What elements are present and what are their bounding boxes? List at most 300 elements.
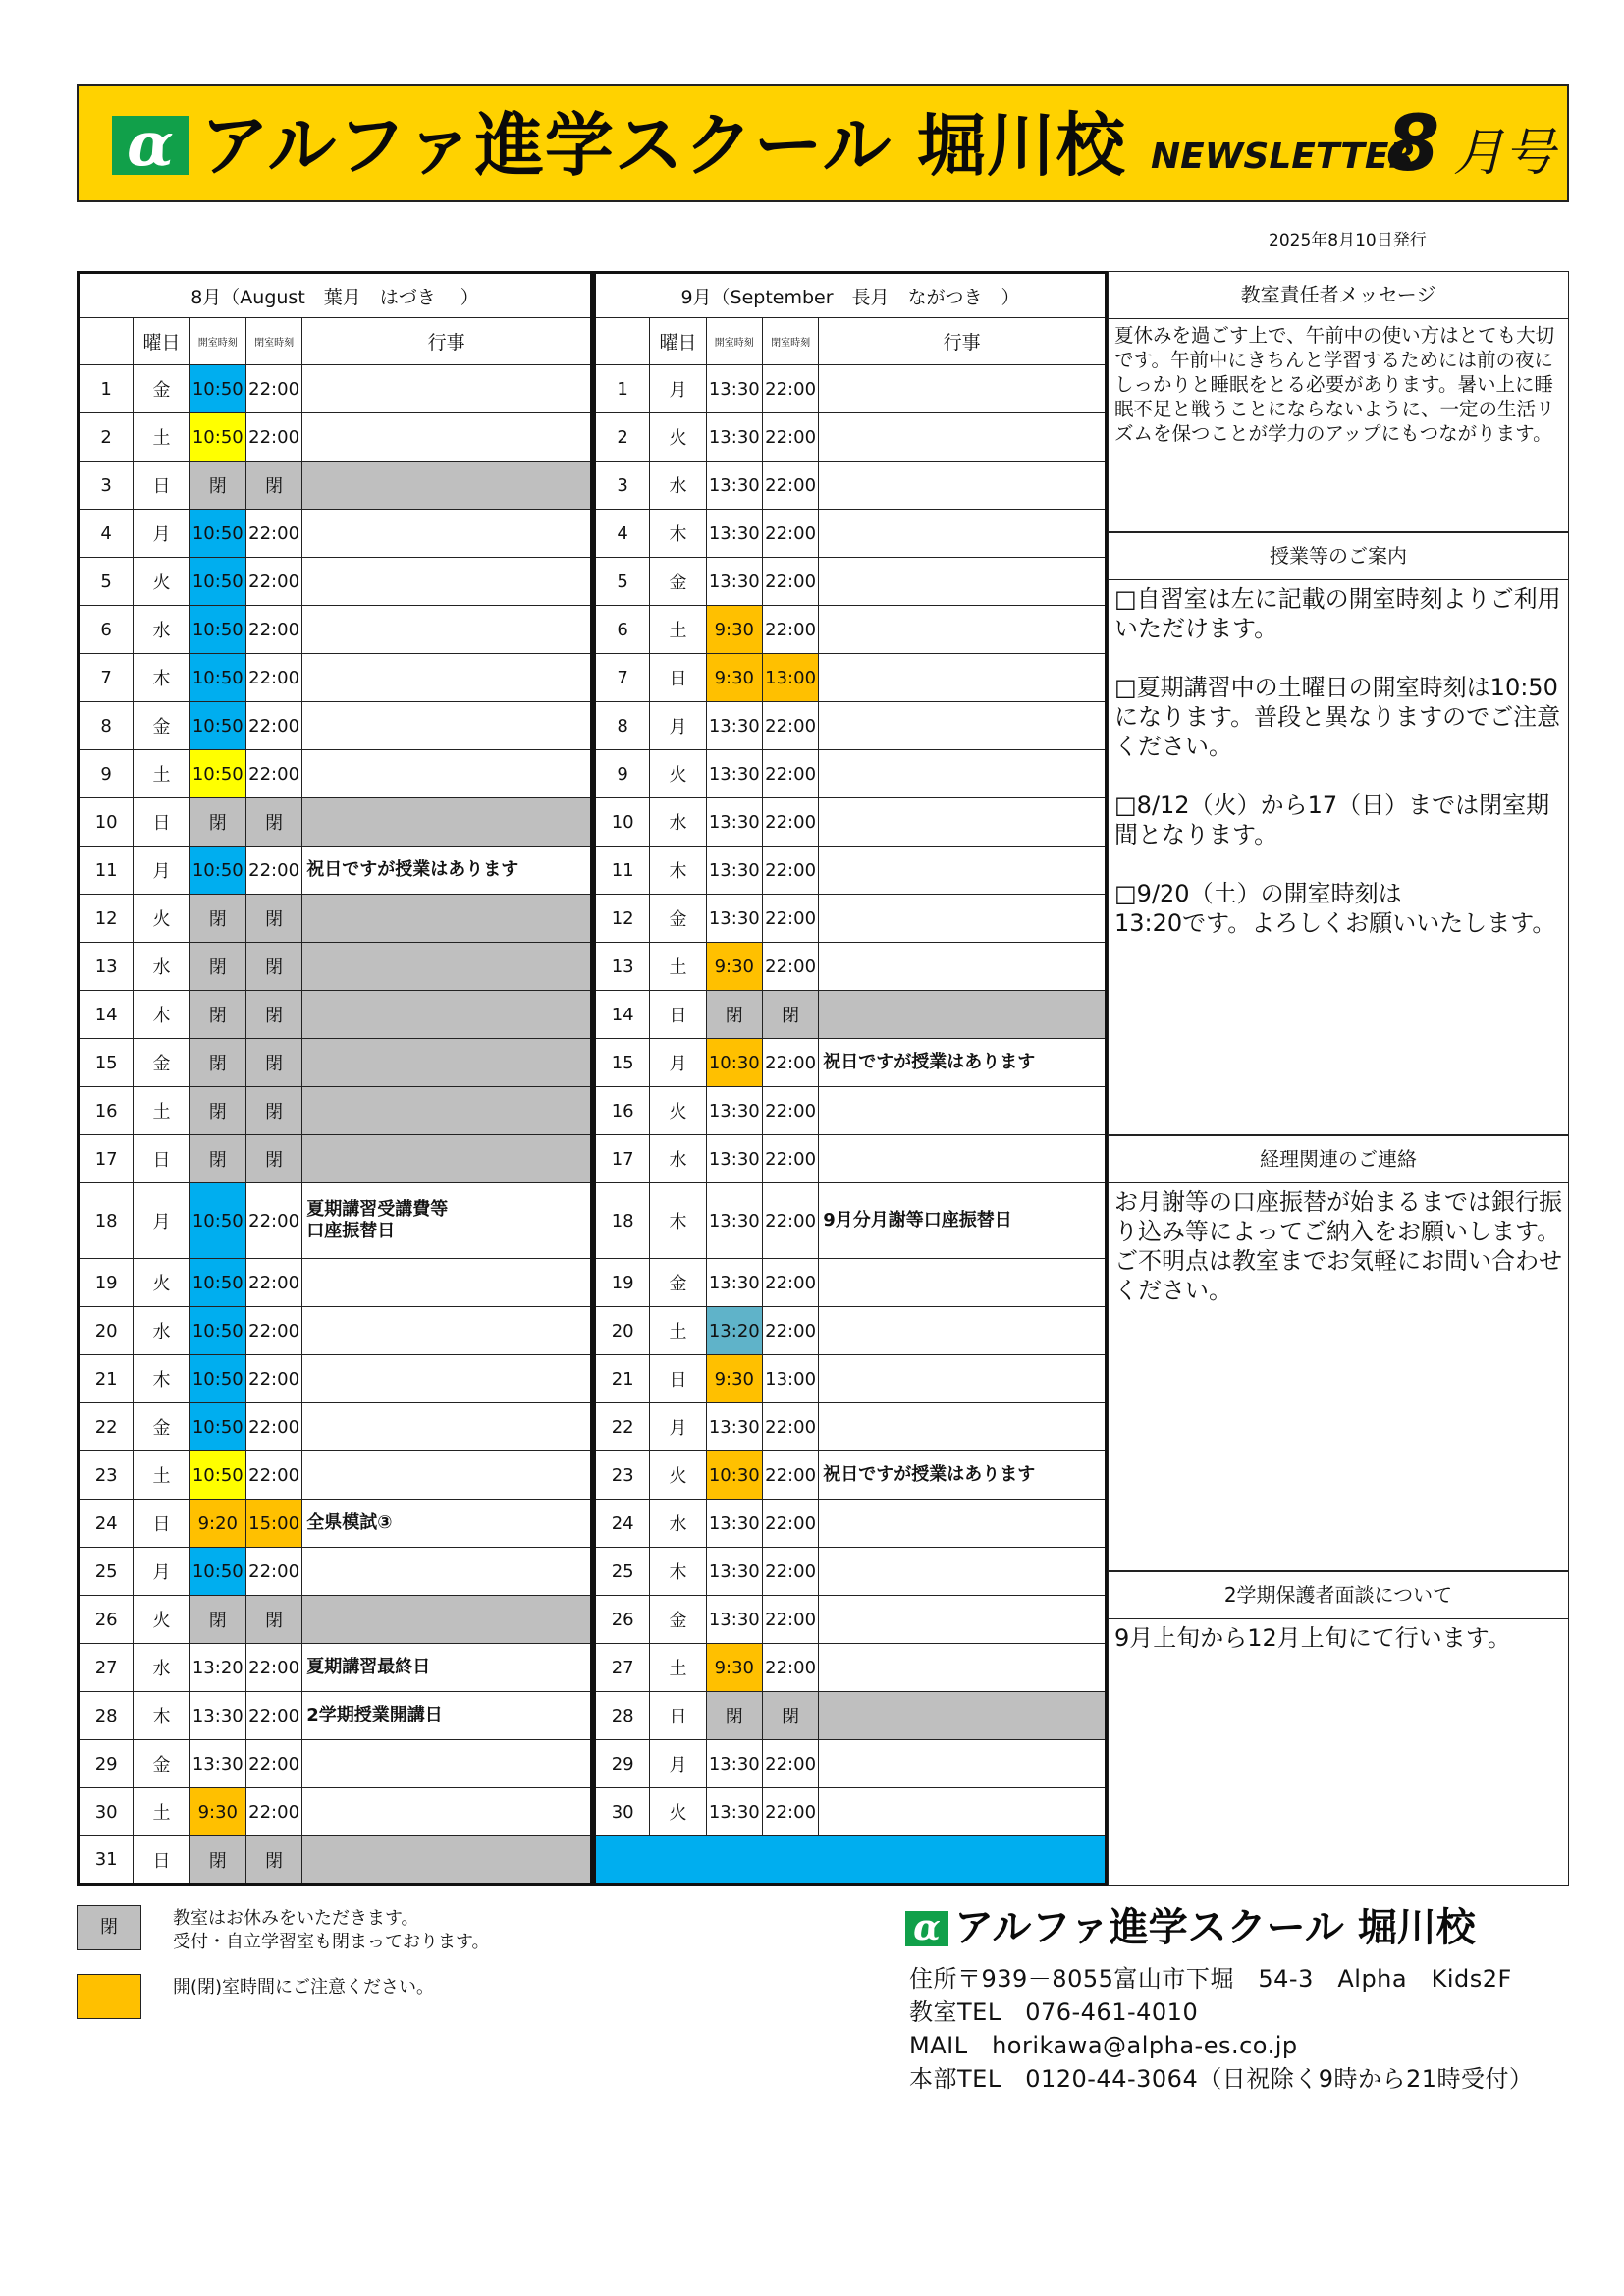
weekday-cell: 土 (650, 1307, 706, 1355)
date-cell: 30 (79, 1788, 134, 1836)
date-cell: 23 (595, 1451, 650, 1500)
close-time-cell: 22:00 (245, 1788, 301, 1836)
date-cell: 12 (79, 895, 134, 943)
event-cell (302, 413, 592, 462)
date-cell: 30 (595, 1788, 650, 1836)
event-cell (819, 1087, 1107, 1135)
event-cell (302, 1307, 592, 1355)
date-cell: 8 (595, 702, 650, 750)
event-cell (819, 895, 1107, 943)
weekday-cell: 土 (134, 1087, 189, 1135)
weekday-cell: 金 (134, 365, 189, 413)
open-time-cell: 10:30 (706, 1451, 762, 1500)
date-cell: 17 (79, 1135, 134, 1183)
close-time-cell: 22:00 (762, 1596, 818, 1644)
weekday-cell: 土 (134, 1451, 189, 1500)
open-time-cell: 10:50 (189, 606, 245, 654)
weekday-cell: 金 (134, 1740, 189, 1788)
weekday-cell: 水 (650, 1135, 706, 1183)
weekday-cell: 金 (650, 1596, 706, 1644)
event-cell (302, 510, 592, 558)
date-cell: 28 (79, 1692, 134, 1740)
close-time-cell: 22:00 (245, 413, 301, 462)
event-cell (819, 1355, 1107, 1403)
weekday-cell: 火 (134, 895, 189, 943)
event-cell (819, 1403, 1107, 1451)
event-cell (819, 462, 1107, 510)
event-cell (819, 1788, 1107, 1836)
calendar-row (595, 1740, 1107, 1788)
open-time-cell: 10:50 (189, 1259, 245, 1307)
september-calendar (593, 271, 1108, 1886)
weekday-cell: 月 (134, 847, 189, 895)
open-time-cell: 13:20 (189, 1644, 245, 1692)
close-time-cell: 22:00 (762, 1500, 818, 1548)
september-title: 9月（September 長月 ながつき ） (595, 273, 1107, 318)
calendar-row (595, 798, 1107, 847)
weekday-cell: 火 (134, 558, 189, 606)
date-cell: 18 (79, 1183, 134, 1259)
event-cell (819, 654, 1107, 702)
open-time-cell: 13:30 (706, 1087, 762, 1135)
open-time-cell: 閉 (706, 991, 762, 1039)
weekday-cell: 日 (650, 1355, 706, 1403)
event-cell (302, 558, 592, 606)
weekday-cell: 月 (134, 1183, 189, 1259)
open-time-cell: 9:30 (706, 606, 762, 654)
calendar-row (595, 510, 1107, 558)
date-cell: 31 (79, 1836, 134, 1885)
date-cell: 17 (595, 1135, 650, 1183)
date-cell: 2 (595, 413, 650, 462)
event-cell (819, 510, 1107, 558)
calendar-row (595, 1259, 1107, 1307)
open-time-cell: 13:30 (706, 1740, 762, 1788)
open-time-cell: 9:30 (706, 654, 762, 702)
weekday-cell: 月 (650, 1403, 706, 1451)
weekday-cell: 日 (650, 654, 706, 702)
weekday-cell: 木 (650, 510, 706, 558)
weekday-cell: 日 (134, 462, 189, 510)
event-cell (302, 1087, 592, 1135)
weekday-cell: 日 (134, 1500, 189, 1548)
close-time-cell: 22:00 (762, 606, 818, 654)
issue-month: 8 (1386, 100, 1440, 189)
event-cell (302, 1451, 592, 1500)
calendar-row (79, 702, 592, 750)
open-time-cell: 10:50 (189, 558, 245, 606)
event-cell: 全県模試③ (302, 1500, 592, 1548)
open-time-cell: 10:50 (189, 654, 245, 702)
manager-message-title: 教室責任者メッセージ (1109, 272, 1568, 319)
september-end-filler (595, 1836, 1107, 1885)
calendar-row (79, 1307, 592, 1355)
event-cell (819, 1307, 1107, 1355)
date-cell: 28 (595, 1692, 650, 1740)
date-cell: 2 (79, 413, 134, 462)
date-cell: 21 (79, 1355, 134, 1403)
close-time-cell: 22:00 (762, 943, 818, 991)
open-time-cell: 閉 (189, 943, 245, 991)
calendar-row (79, 847, 592, 895)
weekday-cell: 木 (650, 1548, 706, 1596)
weekday-cell: 金 (650, 558, 706, 606)
close-time-cell: 22:00 (762, 1183, 818, 1259)
close-time-cell: 22:00 (762, 1548, 818, 1596)
open-time-cell: 13:30 (706, 1500, 762, 1548)
legend-closed-swatch: 閉 (77, 1905, 141, 1950)
open-time-cell: 10:50 (189, 510, 245, 558)
weekday-cell: 金 (650, 895, 706, 943)
open-time-cell: 13:30 (706, 1259, 762, 1307)
close-time-cell: 13:00 (762, 1355, 818, 1403)
close-time-cell: 22:00 (245, 606, 301, 654)
calendar-row (79, 1135, 592, 1183)
calendar-row (595, 654, 1107, 702)
event-cell: 2学期授業開講日 (302, 1692, 592, 1740)
open-time-header: 開室時刻 (189, 318, 245, 365)
open-time-cell: 13:30 (706, 1135, 762, 1183)
calendar-row (79, 1500, 592, 1548)
event-cell (819, 750, 1107, 798)
event-cell (302, 991, 592, 1039)
event-cell (819, 606, 1107, 654)
weekday-cell: 月 (134, 510, 189, 558)
weekday-cell: 火 (134, 1259, 189, 1307)
weekday-cell: 土 (650, 1644, 706, 1692)
accounting-box (1108, 1135, 1569, 1571)
accounting-body: お月謝等の口座振替が始まるまでは銀行振り込み等によってご納入をお願いします。ご不明点は教室までお気軽にお問い合わせください。 (1114, 1188, 1562, 1304)
date-cell: 29 (595, 1740, 650, 1788)
footer-tel: 教室TEL 076-461-4010 (909, 1998, 1199, 2026)
weekday-cell: 火 (650, 1451, 706, 1500)
close-time-cell: 22:00 (762, 1403, 818, 1451)
date-cell: 20 (79, 1307, 134, 1355)
event-cell (819, 1135, 1107, 1183)
close-time-cell: 閉 (245, 1836, 301, 1885)
close-time-cell: 22:00 (245, 1403, 301, 1451)
date-cell: 23 (79, 1451, 134, 1500)
weekday-cell: 火 (134, 1596, 189, 1644)
date-cell: 14 (595, 991, 650, 1039)
calendar-row (79, 750, 592, 798)
header-banner (77, 84, 1569, 202)
event-cell (302, 1355, 592, 1403)
weekday-cell: 水 (134, 606, 189, 654)
open-time-cell: 閉 (189, 1836, 245, 1885)
open-time-cell: 13:30 (706, 847, 762, 895)
open-time-cell: 10:50 (189, 1451, 245, 1500)
weekday-cell: 火 (650, 1788, 706, 1836)
close-time-cell: 15:00 (245, 1500, 301, 1548)
open-time-cell: 13:30 (189, 1692, 245, 1740)
close-time-cell: 22:00 (762, 1788, 818, 1836)
date-cell: 14 (79, 991, 134, 1039)
weekday-cell: 木 (650, 1183, 706, 1259)
event-cell (302, 1740, 592, 1788)
event-cell (302, 462, 592, 510)
calendar-row (79, 654, 592, 702)
weekday-cell: 土 (650, 606, 706, 654)
event-cell (819, 1596, 1107, 1644)
open-time-cell: 10:50 (189, 365, 245, 413)
open-time-cell: 閉 (189, 1039, 245, 1087)
weekday-cell: 日 (134, 1836, 189, 1885)
date-cell: 4 (595, 510, 650, 558)
close-time-cell: 閉 (245, 1039, 301, 1087)
open-time-cell: 13:30 (706, 702, 762, 750)
open-time-cell: 9:20 (189, 1500, 245, 1548)
date-cell: 3 (79, 462, 134, 510)
date-cell: 3 (595, 462, 650, 510)
date-cell: 4 (79, 510, 134, 558)
calendar-row (595, 1087, 1107, 1135)
calendar-row (79, 895, 592, 943)
calendar-row (595, 558, 1107, 606)
date-cell: 6 (79, 606, 134, 654)
close-time-cell: 22:00 (245, 847, 301, 895)
weekday-cell: 木 (134, 654, 189, 702)
close-time-cell: 22:00 (245, 1548, 301, 1596)
calendar-row (595, 1644, 1107, 1692)
weekday-cell: 火 (650, 1087, 706, 1135)
date-cell: 19 (79, 1259, 134, 1307)
event-cell (302, 365, 592, 413)
event-cell (819, 847, 1107, 895)
close-time-cell: 22:00 (245, 1740, 301, 1788)
open-time-cell: 13:30 (706, 895, 762, 943)
date-cell: 20 (595, 1307, 650, 1355)
open-time-cell: 10:50 (189, 413, 245, 462)
calendar-row (595, 365, 1107, 413)
calendar-row (595, 1355, 1107, 1403)
date-cell: 11 (79, 847, 134, 895)
newsletter-label: NEWSLETTER (1151, 137, 1417, 177)
event-cell (302, 798, 592, 847)
weekday-cell: 木 (134, 1692, 189, 1740)
weekday-cell: 日 (650, 1692, 706, 1740)
weekday-cell: 水 (134, 1644, 189, 1692)
issue-date: 2025年8月10日発行 (1269, 231, 1427, 250)
weekday-cell: 土 (134, 1788, 189, 1836)
calendar-row (595, 895, 1107, 943)
calendar-row (595, 1548, 1107, 1596)
close-time-cell: 22:00 (762, 702, 818, 750)
close-time-cell: 22:00 (245, 1692, 301, 1740)
date-cell: 24 (79, 1500, 134, 1548)
event-cell (819, 558, 1107, 606)
event-cell (302, 1403, 592, 1451)
event-cell (819, 991, 1107, 1039)
calendar-row (79, 798, 592, 847)
weekday-cell: 土 (650, 943, 706, 991)
close-time-cell: 閉 (245, 895, 301, 943)
event-cell (819, 702, 1107, 750)
close-time-cell: 22:00 (762, 1644, 818, 1692)
open-time-cell: 13:30 (706, 510, 762, 558)
calendar-row (595, 1403, 1107, 1451)
event-cell (819, 798, 1107, 847)
calendar-row (595, 943, 1107, 991)
open-time-cell: 10:50 (189, 1183, 245, 1259)
open-time-cell: 10:50 (189, 1548, 245, 1596)
open-time-cell: 13:30 (706, 1596, 762, 1644)
close-time-cell: 閉 (245, 1135, 301, 1183)
calendar-row (79, 1259, 592, 1307)
event-cell (819, 1259, 1107, 1307)
calendar-row (595, 462, 1107, 510)
close-time-cell: 22:00 (762, 1259, 818, 1307)
accounting-title: 経理関連のご連絡 (1109, 1136, 1568, 1183)
date-cell: 13 (79, 943, 134, 991)
event-cell (302, 702, 592, 750)
close-time-cell: 22:00 (762, 462, 818, 510)
date-cell: 11 (595, 847, 650, 895)
weekday-cell: 水 (134, 943, 189, 991)
manager-message-body: 夏休みを過ごす上で、午前中の使い方はとても大切です。午前中にきちんと学習するためには前の夜にしっかりと睡眠をとる必要があります。暑い上に睡眠不足と戦うことにならないように、一定の生活リズムを保つことが学力のアップにもつながります。 (1114, 324, 1555, 445)
date-cell: 9 (79, 750, 134, 798)
date-cell: 19 (595, 1259, 650, 1307)
open-time-cell: 13:30 (706, 462, 762, 510)
open-time-cell: 10:50 (189, 1403, 245, 1451)
open-time-cell: 13:30 (706, 558, 762, 606)
event-header: 行事 (819, 318, 1107, 365)
open-time-cell: 13:30 (706, 750, 762, 798)
date-cell: 27 (79, 1644, 134, 1692)
date-cell: 8 (79, 702, 134, 750)
event-cell (302, 1788, 592, 1836)
date-cell: 7 (79, 654, 134, 702)
close-time-cell: 22:00 (762, 1307, 818, 1355)
weekday-cell: 日 (650, 991, 706, 1039)
calendar-row (79, 1183, 592, 1259)
calendar-row (595, 606, 1107, 654)
event-cell (302, 750, 592, 798)
event-cell (819, 1500, 1107, 1548)
open-time-cell: 13:30 (706, 365, 762, 413)
date-cell: 26 (595, 1596, 650, 1644)
date-header (595, 318, 650, 365)
event-cell (819, 1740, 1107, 1788)
date-cell: 16 (79, 1087, 134, 1135)
event-cell (302, 606, 592, 654)
close-time-cell: 22:00 (762, 1039, 818, 1087)
event-cell (302, 1836, 592, 1885)
date-cell: 25 (595, 1548, 650, 1596)
close-time-cell: 22:00 (762, 1451, 818, 1500)
calendar-row (79, 510, 592, 558)
manager-message-box (1108, 271, 1569, 532)
open-time-cell: 閉 (189, 895, 245, 943)
close-time-cell: 22:00 (762, 1740, 818, 1788)
weekday-cell: 火 (650, 413, 706, 462)
event-cell (302, 895, 592, 943)
open-time-cell: 閉 (189, 1087, 245, 1135)
weekday-header: 曜日 (650, 318, 706, 365)
footer-hq-tel: 本部TEL 0120-44-3064（日祝除く9時から21時受付） (909, 2065, 1534, 2093)
open-time-cell: 13:30 (189, 1740, 245, 1788)
weekday-cell: 水 (650, 462, 706, 510)
calendar-row (79, 413, 592, 462)
calendar-row (79, 1644, 592, 1692)
event-cell (302, 1135, 592, 1183)
calendar-row (79, 1087, 592, 1135)
close-time-cell: 22:00 (762, 558, 818, 606)
date-cell: 12 (595, 895, 650, 943)
august-calendar (77, 271, 593, 1886)
class-guide-title: 授業等のご案内 (1109, 533, 1568, 580)
event-cell (819, 413, 1107, 462)
date-cell: 9 (595, 750, 650, 798)
calendar-row (79, 1548, 592, 1596)
close-time-cell: 13:00 (762, 654, 818, 702)
date-cell: 26 (79, 1596, 134, 1644)
close-time-cell: 閉 (245, 943, 301, 991)
open-time-cell: 閉 (706, 1692, 762, 1740)
open-time-cell: 10:50 (189, 1355, 245, 1403)
close-time-cell: 22:00 (245, 510, 301, 558)
open-time-cell: 13:30 (706, 1548, 762, 1596)
weekday-cell: 金 (134, 1403, 189, 1451)
date-cell: 15 (595, 1039, 650, 1087)
calendar-row (595, 1039, 1107, 1087)
date-cell: 10 (79, 798, 134, 847)
date-header (79, 318, 134, 365)
event-cell: 夏期講習最終日 (302, 1644, 592, 1692)
date-cell: 7 (595, 654, 650, 702)
calendar-row (79, 991, 592, 1039)
close-time-cell: 22:00 (245, 1451, 301, 1500)
calendar-row (595, 702, 1107, 750)
weekday-cell: 土 (134, 750, 189, 798)
weekday-cell: 金 (650, 1259, 706, 1307)
close-time-cell: 22:00 (762, 1087, 818, 1135)
open-time-cell: 13:30 (706, 798, 762, 847)
event-cell (819, 1548, 1107, 1596)
weekday-cell: 木 (134, 1355, 189, 1403)
calendar-row (595, 413, 1107, 462)
calendar-row (595, 1788, 1107, 1836)
open-time-cell: 13:30 (706, 413, 762, 462)
close-time-cell: 閉 (245, 991, 301, 1039)
date-cell: 16 (595, 1087, 650, 1135)
weekday-cell: 月 (650, 702, 706, 750)
calendar-row (79, 1788, 592, 1836)
weekday-cell: 月 (650, 1740, 706, 1788)
calendar-row (595, 1183, 1107, 1259)
calendar-row (595, 1307, 1107, 1355)
event-cell (302, 1259, 592, 1307)
open-time-cell: 13:30 (706, 1788, 762, 1836)
close-time-cell: 22:00 (245, 1259, 301, 1307)
footer-alpha-logo-icon: α (905, 1911, 948, 1946)
close-time-cell: 22:00 (762, 413, 818, 462)
event-cell (302, 943, 592, 991)
class-guide-box (1108, 532, 1569, 1135)
open-time-cell: 13:30 (706, 1183, 762, 1259)
open-time-cell: 10:30 (706, 1039, 762, 1087)
calendar-row (79, 1692, 592, 1740)
date-cell: 10 (595, 798, 650, 847)
date-cell: 5 (595, 558, 650, 606)
close-time-cell: 22:00 (245, 1644, 301, 1692)
footer-school-name: アルファ進学スクール 堀川校 (954, 1905, 1476, 1950)
date-cell: 15 (79, 1039, 134, 1087)
calendar-row (595, 1596, 1107, 1644)
august-title: 8月（August 葉月 はづき ） (79, 273, 592, 318)
parent-conference-title: 2学期保護者面談について (1109, 1572, 1568, 1619)
calendar-row (595, 1500, 1107, 1548)
